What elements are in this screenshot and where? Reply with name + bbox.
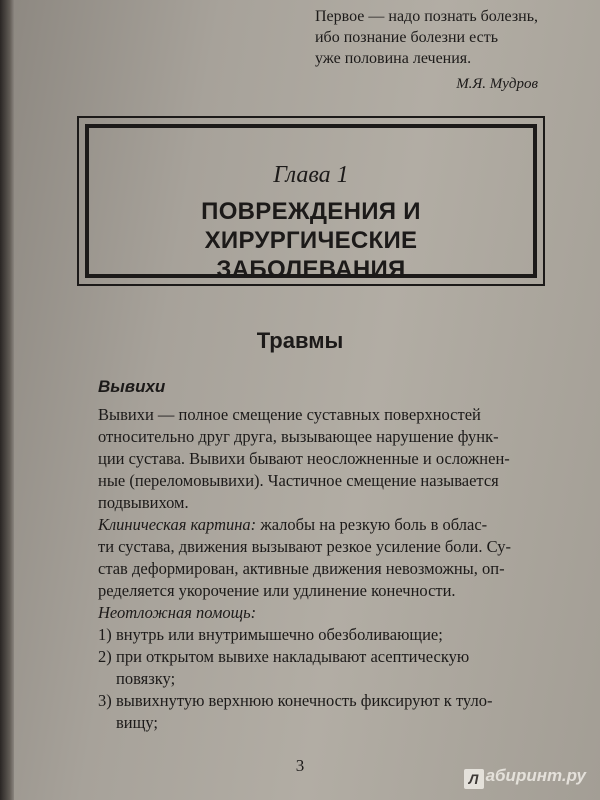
list-item bbox=[98, 624, 546, 646]
list-item-number: 2) bbox=[98, 647, 112, 666]
list-item-continuation: повязку; bbox=[116, 669, 176, 688]
list-item-text: внутрь или внутримышечно обезболивающие; bbox=[116, 625, 443, 644]
epigraph-author: М.Я. Мудров bbox=[456, 76, 538, 92]
section-title: Травмы bbox=[256, 328, 344, 353]
list-item-text: при открытом вывихе накладывают асептическую bbox=[116, 647, 470, 666]
paragraph-line: ти сустава, движения вызывают резкое усиление боли. Су- bbox=[98, 537, 511, 556]
chapter-title-line: ЗАБОЛЕВАНИЯ bbox=[216, 256, 406, 283]
paragraph-line: Вывихи — полное смещение суставных поверхностей bbox=[98, 405, 481, 424]
chapter-title bbox=[89, 197, 533, 284]
paragraph-line: ные (переломовывихи). Частичное смещение называется bbox=[98, 471, 499, 490]
list-item bbox=[98, 646, 546, 668]
paragraph-line: ции сустава. Вывихи бывают неосложненные и осложнен- bbox=[98, 449, 510, 468]
epigraph bbox=[315, 6, 538, 69]
epigraph-line: Первое — надо познать болезнь, bbox=[314, 8, 538, 25]
list-item-continuation: вищу; bbox=[116, 713, 158, 732]
list-item-text: вывихнутую верхнюю конечность фиксируют к туло- bbox=[116, 691, 493, 710]
body-text bbox=[98, 404, 546, 734]
chapter-title-line: ПОВРЕЖДЕНИЯ И ХИРУРГИЧЕСКИЕ bbox=[201, 198, 421, 254]
list-item bbox=[98, 690, 546, 712]
paragraph-line: подвывихом. bbox=[98, 493, 189, 512]
chapter-heading-box bbox=[77, 116, 545, 286]
emergency-steps-list bbox=[98, 624, 546, 734]
epigraph-line: ибо познание болезни есть bbox=[314, 29, 499, 46]
clinical-picture-line bbox=[98, 514, 546, 536]
list-item-number: 1) bbox=[98, 625, 112, 644]
paragraph-line: ределяется укорочение или удлинение конечности. bbox=[98, 581, 456, 600]
clinical-picture-label: Клиническая картина: bbox=[98, 515, 257, 534]
watermark-text: абиринт.ру bbox=[485, 766, 586, 785]
clinical-picture-text: жалобы на резкую боль в облас- bbox=[256, 515, 488, 534]
page-edge-shadow bbox=[0, 0, 14, 800]
chapter-number: Глава 1 bbox=[273, 162, 349, 188]
page-number: 3 bbox=[295, 756, 305, 775]
labirint-logo-icon: Л bbox=[464, 769, 484, 789]
paragraph-line: относительно друг друга, вызывающее нарушение функ- bbox=[98, 427, 499, 446]
epigraph-line: уже половина лечения. bbox=[314, 50, 472, 67]
emergency-help-label: Неотложная помощь: bbox=[98, 603, 257, 622]
subsection-title: Вывихи bbox=[98, 377, 166, 396]
list-item-number: 3) bbox=[98, 691, 112, 710]
paragraph-line: став деформирован, активные движения невозможны, оп- bbox=[98, 559, 505, 578]
labirint-watermark bbox=[464, 766, 586, 789]
chapter-heading-inner-frame bbox=[85, 124, 537, 283]
